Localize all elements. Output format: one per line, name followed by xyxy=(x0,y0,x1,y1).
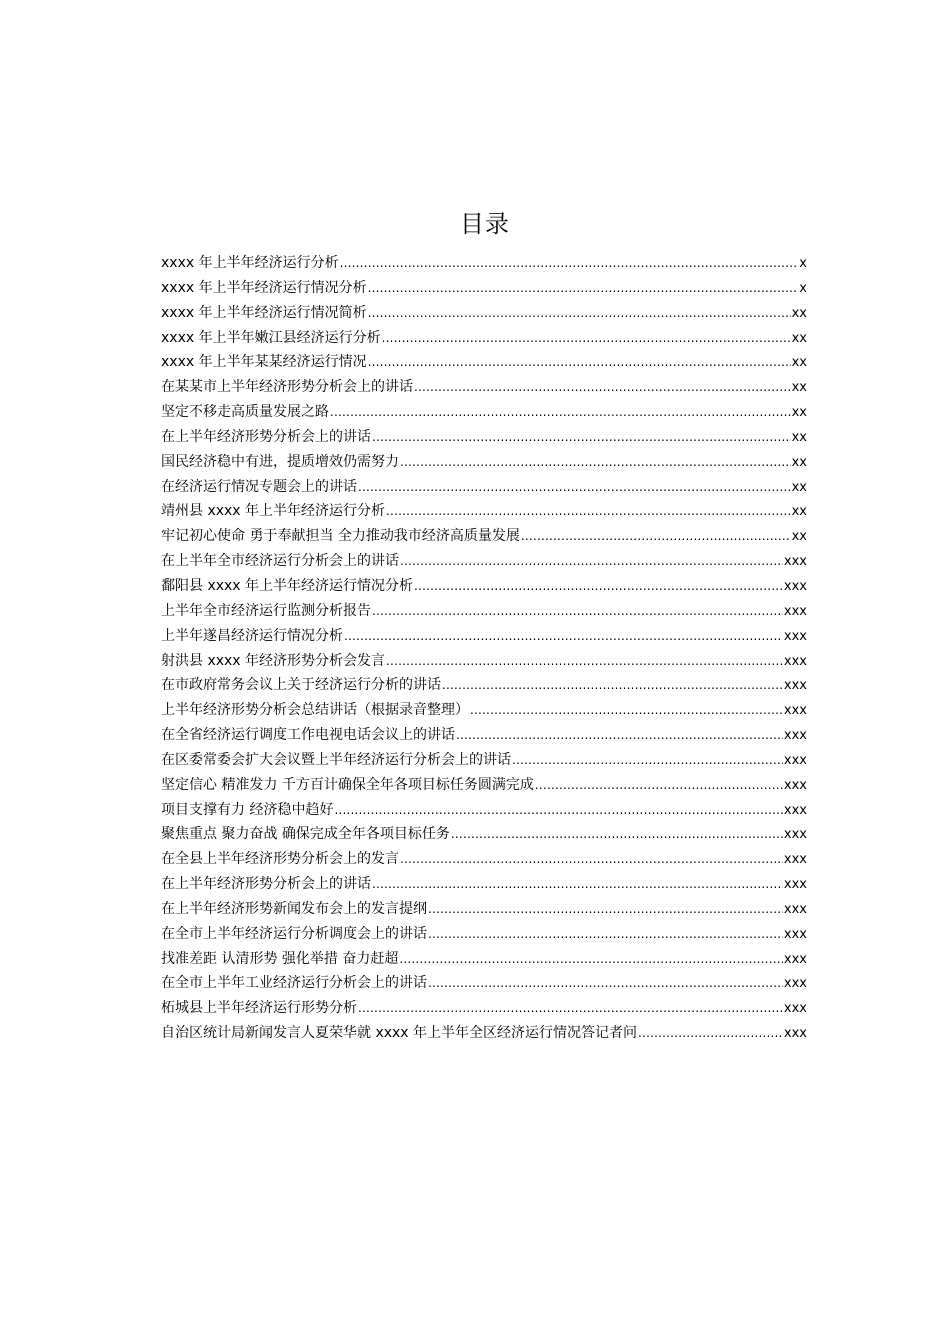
toc-entry-title: 在市政府常务会议上关于经济运行分析的讲话 xyxy=(161,677,441,694)
toc-entry-title: 牢记初心使命 勇于奉献担当 全力推动我市经济高质量发展 xyxy=(161,528,520,545)
toc-entry-title: 在全市上半年工业经济运行分析会上的讲话 xyxy=(161,975,427,992)
toc-entry-title: xxxx 年上半年经济运行情况分析 xyxy=(161,279,367,296)
toc-dot-leader xyxy=(334,798,782,823)
toc-dot-leader xyxy=(372,425,791,450)
toc-entry[interactable] xyxy=(161,499,807,524)
toc-dot-leader xyxy=(521,524,791,549)
toc-entry-page-number: xxx xyxy=(783,603,807,619)
toc-entry-page-number: xx xyxy=(791,479,807,495)
toc-entry-page-number: xxx xyxy=(783,678,807,694)
toc-dot-leader xyxy=(535,773,783,798)
toc-entry-title: 项目支撑有力 经济稳中趋好 xyxy=(161,801,334,818)
toc-dot-leader xyxy=(344,624,783,649)
toc-entry-page-number: xxx xyxy=(783,628,807,644)
toc-entry-page-number: xx xyxy=(791,355,807,371)
toc-dot-leader xyxy=(400,549,783,574)
toc-entry-title: 在上半年经济形势分析会上的讲话 xyxy=(161,428,371,445)
toc-entry[interactable] xyxy=(161,872,807,897)
toc-entry[interactable] xyxy=(161,400,807,425)
toc-dot-leader xyxy=(372,872,783,897)
toc-entry-page-number: xx xyxy=(791,454,807,470)
toc-dot-leader xyxy=(638,1021,783,1046)
toc-dot-leader xyxy=(414,574,783,599)
toc-entry[interactable] xyxy=(161,450,807,475)
toc-dot-leader xyxy=(358,996,783,1021)
toc-entry[interactable] xyxy=(161,326,807,351)
toc-entry[interactable] xyxy=(161,624,807,649)
toc-entry-title: xxxx 年上半年经济运行分析 xyxy=(161,255,339,271)
toc-entry[interactable] xyxy=(161,922,807,947)
toc-entry[interactable] xyxy=(161,475,807,500)
toc-entry[interactable] xyxy=(161,773,807,798)
toc-entry[interactable] xyxy=(161,574,807,599)
toc-dot-leader xyxy=(330,400,791,425)
toc-entry-title: 坚定不移走高质量发展之路 xyxy=(161,404,329,421)
toc-dot-leader xyxy=(400,450,791,475)
toc-entry[interactable] xyxy=(161,524,807,549)
toc-entry-page-number: xxx xyxy=(783,703,807,719)
toc-entry-title: 射洪县 xxxx 年经济形势分析会发言 xyxy=(161,652,386,669)
toc-dot-leader xyxy=(512,748,783,773)
toc-entry-page-number: xxx xyxy=(783,901,807,917)
toc-entry-title: xxxx 年上半年嫩江县经济运行分析 xyxy=(161,329,381,346)
toc-entry-page-number: x xyxy=(799,256,807,271)
toc-entry[interactable] xyxy=(161,276,807,301)
toc-entry-page-number: xxx xyxy=(783,926,807,942)
toc-entry-title: 聚焦重点 聚力奋战 确保完成全年各项目标任务 xyxy=(161,826,450,843)
toc-dot-leader xyxy=(368,276,799,301)
toc-entry-page-number: xxx xyxy=(783,1026,807,1042)
toc-entry-title: 在某某市上半年经济形势分析会上的讲话 xyxy=(161,379,413,396)
toc-entry-page-number: xxx xyxy=(783,976,807,992)
toc-entry[interactable] xyxy=(161,897,807,922)
toc-entry-title: 在全省经济运行调度工作电视电话会议上的讲话 xyxy=(161,727,455,744)
toc-entry-title: 在全市上半年经济运行分析调度会上的讲话 xyxy=(161,925,427,942)
toc-entry[interactable] xyxy=(161,748,807,773)
toc-entry-title: 鄱阳县 xxxx 年上半年经济运行情况分析 xyxy=(161,577,414,594)
toc-entry-page-number: xxx xyxy=(783,777,807,793)
toc-entry[interactable] xyxy=(161,723,807,748)
toc-entry-page-number: xx xyxy=(791,330,807,346)
toc-dot-leader xyxy=(386,499,791,524)
toc-entry-page-number: xxx xyxy=(783,752,807,768)
toc-entry[interactable] xyxy=(161,698,807,723)
toc-entry-title: xxxx 年上半年经济运行情况简析 xyxy=(161,304,367,321)
toc-entry-page-number: xxx xyxy=(783,1001,807,1017)
toc-entry-page-number: xx xyxy=(791,405,807,421)
toc-dot-leader xyxy=(400,847,783,872)
toc-dot-leader xyxy=(340,251,799,276)
toc-entry-title: 在全县上半年经济形势分析会上的发言 xyxy=(161,851,399,868)
toc-list xyxy=(161,251,807,1046)
toc-entry-page-number: xxx xyxy=(783,852,807,868)
toc-entry-title: 在区委常委会扩大会议暨上半年经济运行分析会上的讲话 xyxy=(161,751,511,768)
toc-entry-title: 上半年经济形势分析会总结讲话（根据录音整理） xyxy=(161,702,469,719)
toc-entry-page-number: xx xyxy=(791,529,807,545)
toc-entry-title: 靖州县 xxxx 年上半年经济运行分析 xyxy=(161,503,386,520)
toc-entry[interactable] xyxy=(161,1021,807,1046)
toc-entry[interactable] xyxy=(161,798,807,823)
toc-dot-leader xyxy=(372,599,783,624)
toc-entry[interactable] xyxy=(161,673,807,698)
toc-entry-page-number: xxx xyxy=(783,877,807,893)
toc-entry-title: 找准差距 认清形势 强化举措 奋力赶超 xyxy=(161,950,399,967)
toc-entry[interactable] xyxy=(161,947,807,972)
toc-entry-page-number: x xyxy=(799,280,807,296)
toc-entry[interactable] xyxy=(161,847,807,872)
toc-entry-title: 国民经济稳中有进，提质增效仍需努力 xyxy=(161,453,399,470)
toc-dot-leader xyxy=(368,350,791,375)
toc-entry[interactable] xyxy=(161,251,807,276)
toc-entry[interactable] xyxy=(161,649,807,674)
toc-entry[interactable] xyxy=(161,599,807,624)
toc-entry[interactable] xyxy=(161,350,807,375)
toc-entry-title: 在经济运行情况专题会上的讲话 xyxy=(161,478,357,495)
toc-entry[interactable] xyxy=(161,549,807,574)
toc-dot-leader xyxy=(442,673,783,698)
toc-entry-page-number: xx xyxy=(791,504,807,520)
toc-entry-title: 上半年遂昌经济运行情况分析 xyxy=(161,627,343,644)
toc-entry-title: 自治区统计局新闻发言人夏荣华就 xxxx 年上半年全区经济运行情况答记者问 xyxy=(161,1025,638,1042)
toc-dot-leader xyxy=(399,947,783,972)
toc-entry-title: 坚定信心 精准发力 千方百计确保全年各项目标任务圆满完成 xyxy=(161,776,534,793)
toc-dot-leader xyxy=(428,971,783,996)
toc-dot-leader xyxy=(470,698,783,723)
toc-entry-title: xxxx 年上半年某某经济运行情况 xyxy=(161,354,367,371)
toc-entry[interactable] xyxy=(161,375,807,400)
toc-dot-leader xyxy=(358,475,791,500)
toc-entry-title: 柘城县上半年经济运行形势分析 xyxy=(161,1000,357,1017)
toc-entry[interactable] xyxy=(161,822,807,847)
toc-entry-page-number: xx xyxy=(791,305,807,321)
toc-dot-leader xyxy=(456,723,783,748)
toc-dot-leader xyxy=(451,822,783,847)
toc-entry-page-number: xxx xyxy=(783,554,807,570)
toc-entry-page-number: xxx xyxy=(783,802,807,818)
toc-entry-page-number: xxx xyxy=(783,951,807,967)
toc-entry-title: 在上半年经济形势分析会上的讲话 xyxy=(161,876,371,893)
toc-entry-title: 上半年全市经济运行监测分析报告 xyxy=(161,602,371,619)
toc-entry-title: 在上半年全市经济运行分析会上的讲话 xyxy=(161,553,399,570)
toc-dot-leader xyxy=(414,375,791,400)
toc-entry-page-number: xxx xyxy=(783,827,807,843)
toc-entry-page-number: xx xyxy=(791,429,807,445)
toc-dot-leader xyxy=(428,922,783,947)
toc-dot-leader xyxy=(428,897,783,922)
toc-entry-page-number: xxx xyxy=(783,578,807,594)
toc-dot-leader xyxy=(386,649,783,674)
toc-entry-page-number: xxx xyxy=(783,728,807,744)
toc-title: 目录 xyxy=(460,210,510,238)
toc-entry-page-number: xxx xyxy=(783,653,807,669)
toc-entry[interactable] xyxy=(161,425,807,450)
toc-entry[interactable] xyxy=(161,996,807,1021)
toc-entry[interactable] xyxy=(161,301,807,326)
toc-entry-page-number: xx xyxy=(791,380,807,396)
toc-dot-leader xyxy=(382,326,791,351)
toc-entry[interactable] xyxy=(161,971,807,996)
toc-entry-title: 在上半年经济形势新闻发布会上的发言提纲 xyxy=(161,900,427,917)
toc-dot-leader xyxy=(368,301,791,326)
